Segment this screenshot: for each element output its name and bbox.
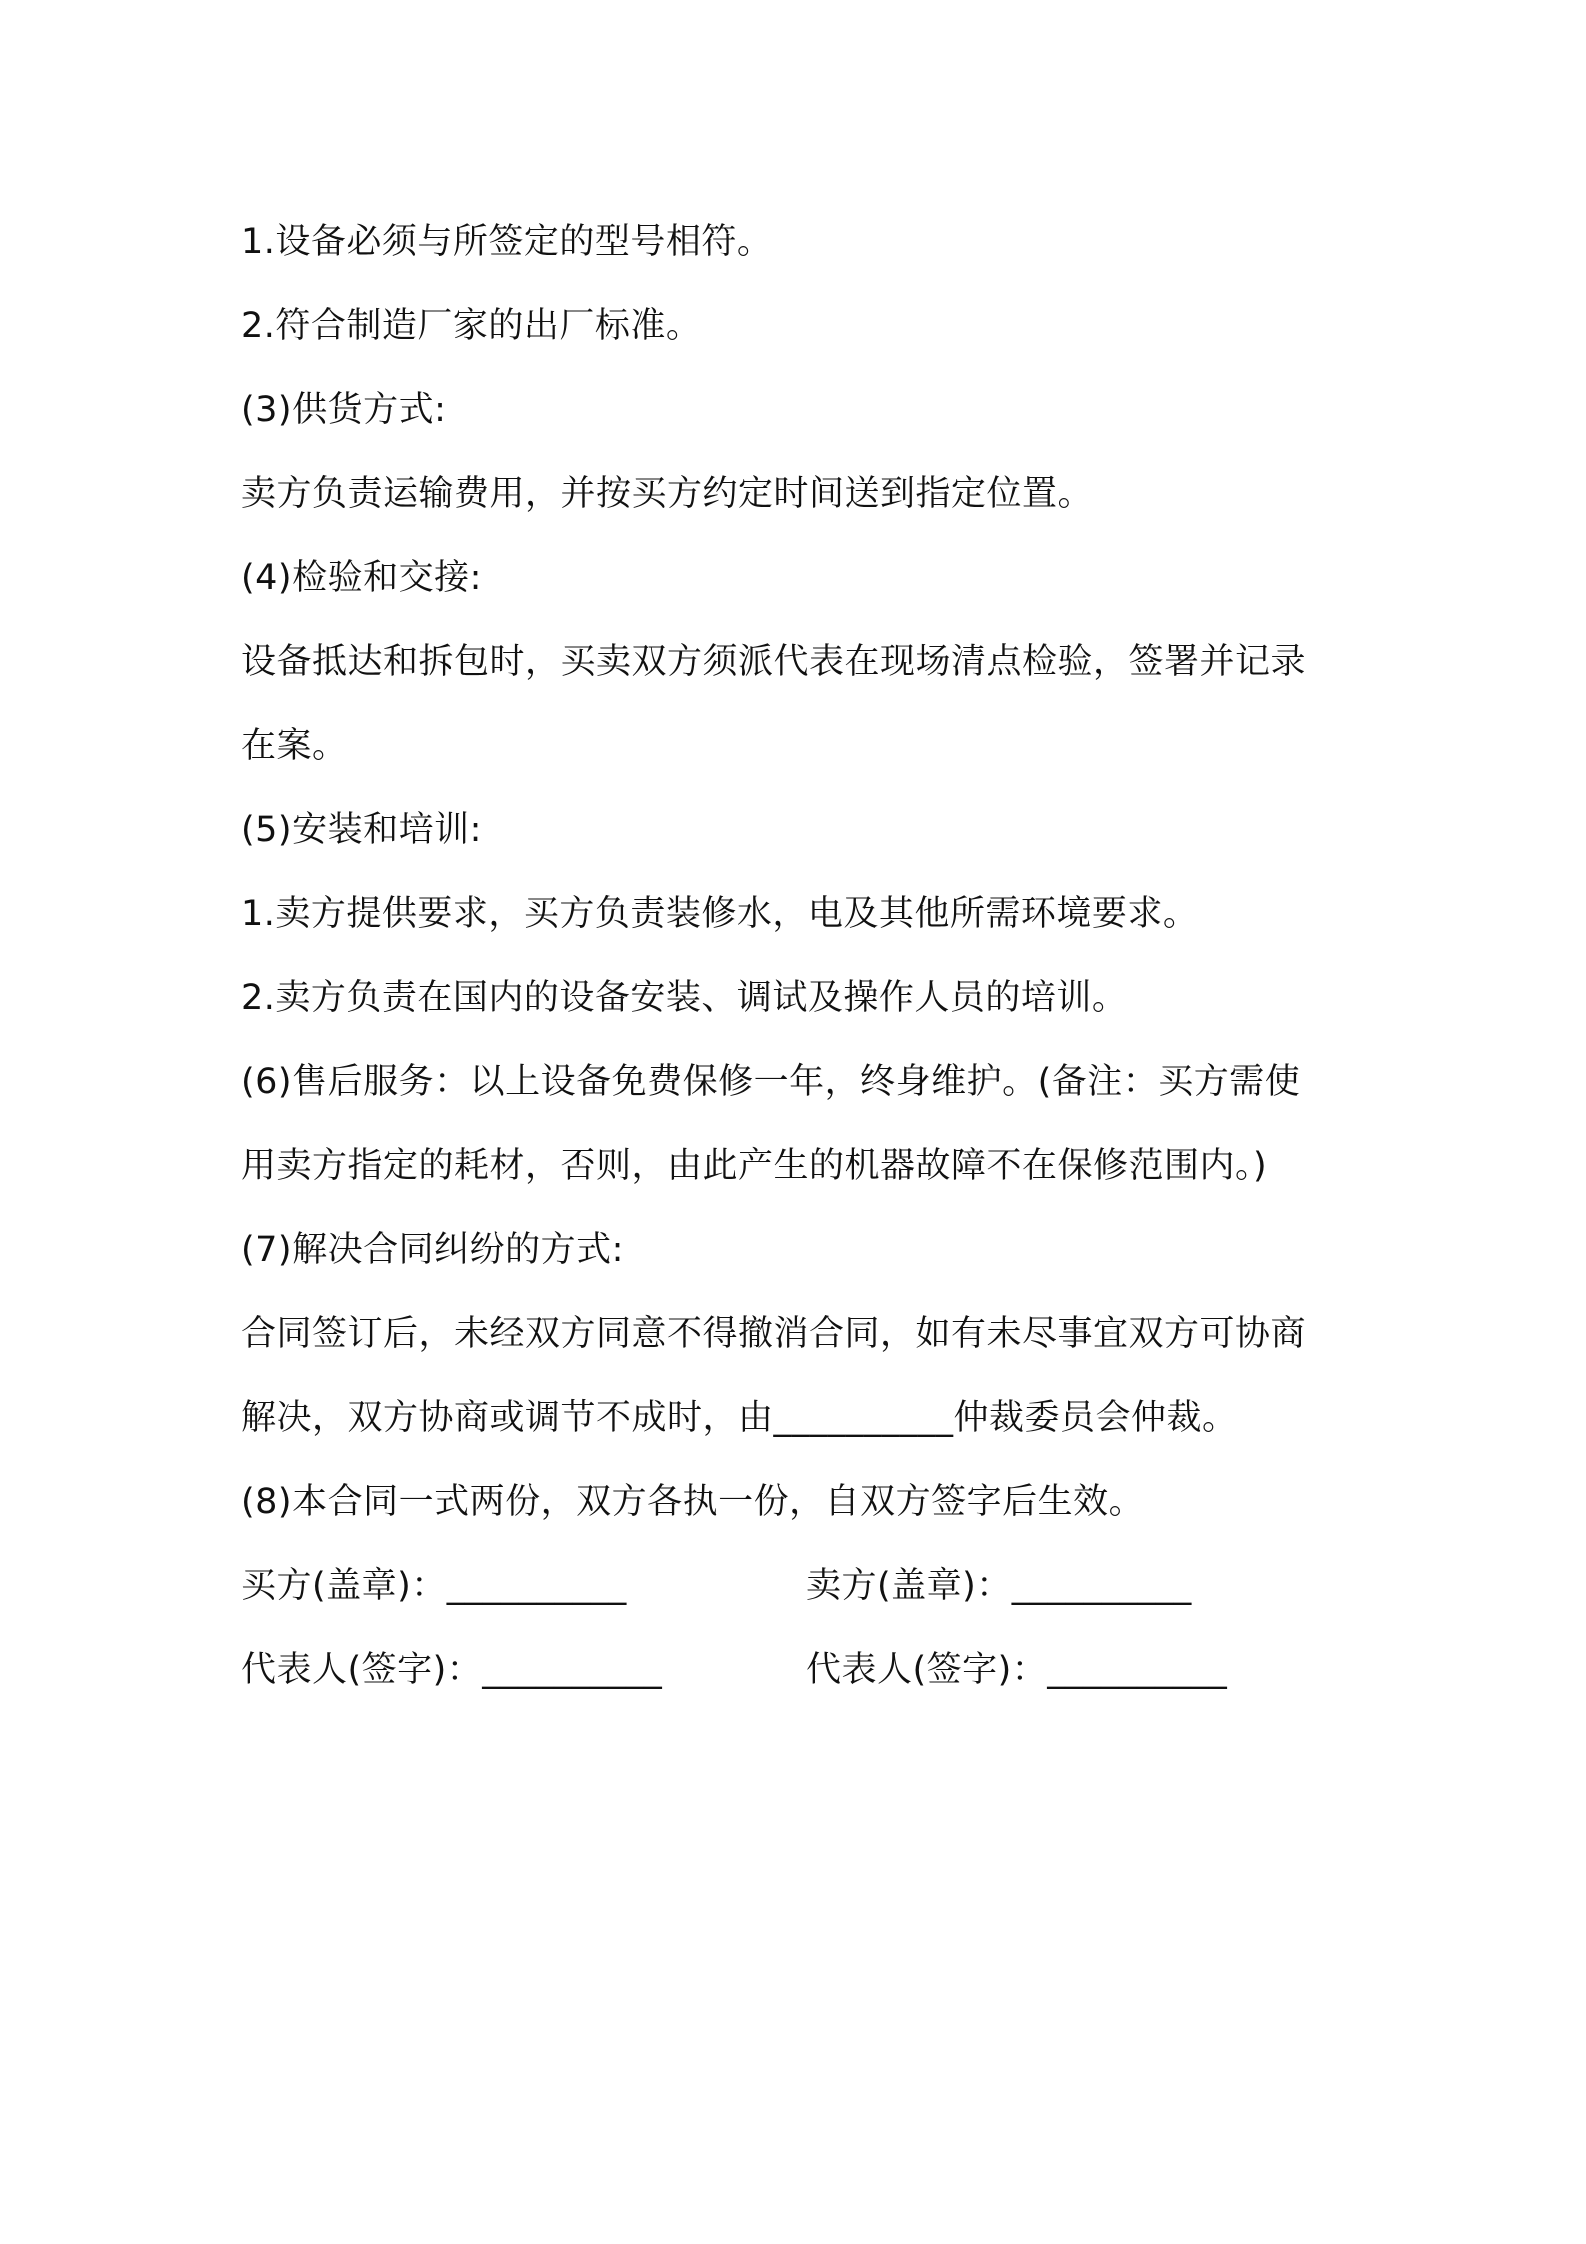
buyer-representative-field: 代表人(签字)：__________ — [241, 1650, 663, 1690]
signature-row-representative — [241, 1628, 1361, 1712]
clause-line: 卖方负责运输费用，并按买方约定时间送到指定位置。 — [241, 474, 1094, 514]
section-heading: (5)安装和培训: — [241, 810, 482, 850]
signature-row-seal — [241, 1544, 1361, 1628]
clause-line: 在案。 — [241, 726, 348, 766]
clause-line: 用卖方指定的耗材，否则，由此产生的机器故障不在保修范围内。) — [241, 1146, 1268, 1186]
buyer-seal-field: 买方(盖章)：__________ — [241, 1566, 627, 1606]
clause-line: 设备抵达和拆包时，买卖双方须派代表在现场清点检验，签署并记录 — [241, 642, 1307, 682]
clause-line: 1.设备必须与所签定的型号相符。 — [241, 222, 773, 262]
seller-representative-field: 代表人(签字)：__________ — [806, 1650, 1228, 1690]
clause-line: 合同签订后，未经双方同意不得撤消合同，如有未尽事宜双方可协商 — [241, 1314, 1307, 1354]
clause-line: 解决，双方协商或调节不成时，由__________仲裁委员会仲裁。 — [241, 1398, 1238, 1438]
contract-body — [241, 200, 1361, 1712]
clause-line: 1.卖方提供要求，买方负责装修水，电及其他所需环境要求。 — [241, 894, 1199, 934]
section-heading: (4)检验和交接: — [241, 558, 482, 598]
seller-seal-field: 卖方(盖章)：__________ — [806, 1566, 1192, 1606]
clause-line: 2.符合制造厂家的出厂标准。 — [241, 306, 702, 346]
section-heading: (3)供货方式: — [241, 390, 447, 430]
clause-line: (6)售后服务：以上设备免费保修一年，终身维护。(备注：买方需使 — [241, 1062, 1301, 1102]
clause-line: 2.卖方负责在国内的设备安装、调试及操作人员的培训。 — [241, 978, 1128, 1018]
clause-line: (8)本合同一式两份，双方各执一份，自双方签字后生效。 — [241, 1482, 1145, 1522]
section-heading: (7)解决合同纠纷的方式: — [241, 1230, 624, 1270]
